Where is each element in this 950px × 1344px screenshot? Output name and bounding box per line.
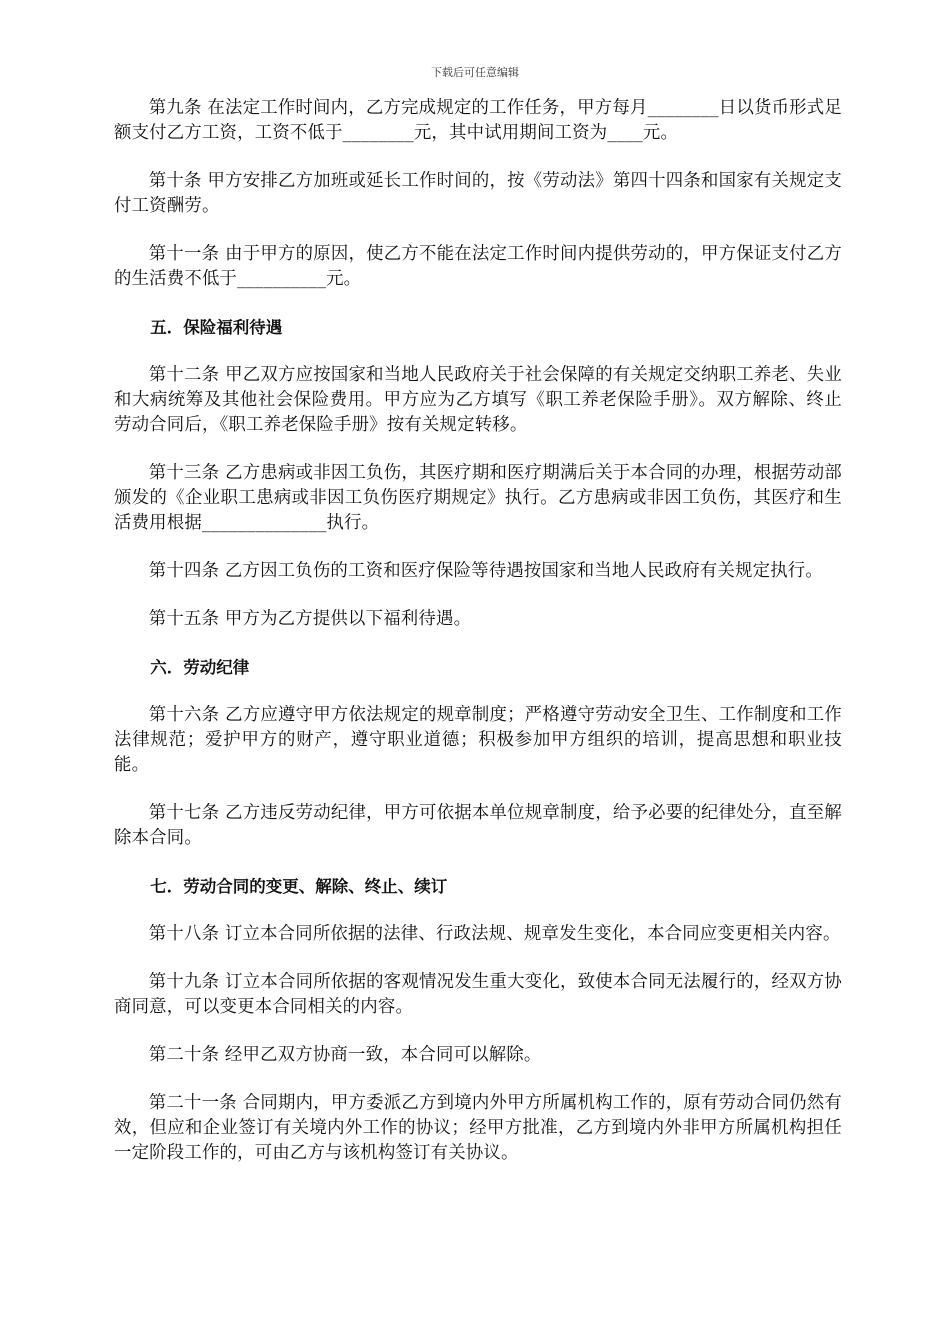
article-15: 第十五条 甲方为乙方提供以下福利待遇。 [148, 609, 472, 629]
page-header: 下载后可任意编辑 [431, 66, 519, 79]
article-18: 第十八条 订立本合同所依据的法律、行政法规、规章发生变化，本合同应变更相关内容。 [148, 924, 841, 944]
article-19: 第十九条 订立本合同所依据的客观情况发生重大变化，致使本合同无法履行的，经双方协商同意，可以变更本合同相关的内容。 [114, 972, 842, 1017]
article-16: 第十六条 乙方应遵守甲方依法规定的规章制度；严格遵守劳动安全卫生、工作制度和工作法律规范；爱护甲方的财产，遵守职业道德；积极参加甲方组织的培训，提高思想和职业技能。 [114, 705, 842, 775]
article-20: 第二十条 经甲乙双方协商一致，本合同可以解除。 [148, 1045, 542, 1065]
document-body [114, 96, 842, 1189]
article-11: 第十一条 由于甲方的原因，使乙方不能在法定工作时间内提供劳动的，甲方保证支付乙方的生活费不低于__________元。 [114, 244, 842, 289]
article-12: 第十二条 甲乙双方应按国家和当地人民政府关于社会保障的有关规定交纳职工养老、失业和大病统筹及其他社会保险费用。甲方应为乙方填写《职工养老保险手册》。双方解除、终止劳动合同后，《职工养老保险手册》按有关规定转移。 [114, 365, 842, 435]
section-heading-labor-discipline: 六．劳动纪律 [150, 658, 250, 677]
article-17: 第十七条 乙方违反劳动纪律，甲方可依据本单位规章制度，给予必要的纪律处分，直至解除本合同。 [114, 803, 842, 848]
article-21: 第二十一条 合同期内，甲方委派乙方到境内外甲方所属机构工作的，原有劳动合同仍然有效，但应和企业签订有关境内外工作的协议；经甲方批准，乙方到境内外非甲方所属机构担任一定阶段工作的，可由乙方与该机构签订有关协议。 [114, 1093, 842, 1163]
article-9: 第九条 在法定工作时间内，乙方完成规定的工作任务，甲方每月________日以货币形式足额支付乙方工资，工资不低于________元，其中试用期间工资为____元。 [114, 98, 842, 143]
article-10: 第十条 甲方安排乙方加班或延长工作时间的，按《劳动法》第四十四条和国家有关规定支付工资酬劳。 [114, 171, 842, 216]
section-heading-contract-changes: 七．劳动合同的变更、解除、终止、续订 [150, 877, 448, 896]
article-14: 第十四条 乙方因工负伤的工资和医疗保险等待遇按国家和当地人民政府有关规定执行。 [148, 561, 823, 581]
section-heading-insurance-welfare: 五．保险福利待遇 [150, 318, 283, 337]
article-13: 第十三条 乙方患病或非因工负伤，其医疗期和医疗期满后关于本合同的办理，根据劳动部颁发的《企业职工患病或非因工负伤医疗期规定》执行。乙方患病或非因工负伤，其医疗和生活费用根据______________执行。 [114, 463, 842, 533]
